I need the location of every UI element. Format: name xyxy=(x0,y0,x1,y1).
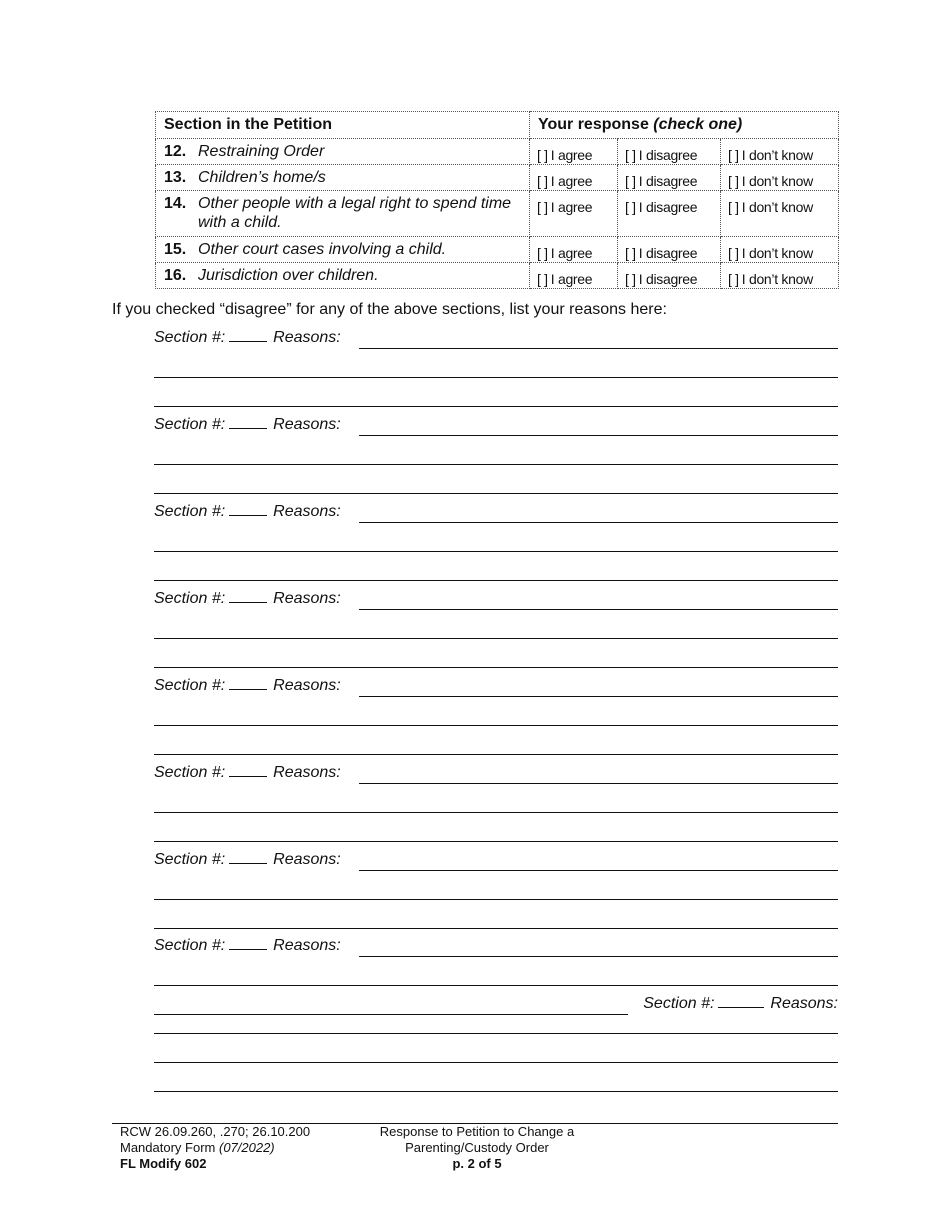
write-line[interactable] xyxy=(154,638,838,639)
agree-checkbox[interactable]: [ ] I agree xyxy=(530,237,618,263)
write-line[interactable] xyxy=(154,580,838,581)
footer-left: RCW 26.09.260, .270; 26.10.200 Mandatory Form (07/2022) FL Modify 602 xyxy=(120,1124,311,1171)
reasons-input-line[interactable] xyxy=(359,435,838,436)
section-reasons-row: Section #: Reasons: xyxy=(154,329,341,346)
disagree-checkbox[interactable]: [ ] I disagree xyxy=(618,165,721,191)
section-reasons-row: Section #: Reasons: xyxy=(154,937,341,954)
section-number-blank[interactable] xyxy=(229,428,267,429)
section-number-blank[interactable] xyxy=(229,776,267,777)
write-line[interactable] xyxy=(154,1091,838,1092)
write-line[interactable] xyxy=(154,754,838,755)
instruction-text: If you checked “disagree” for any of the above sections, list your reasons here: xyxy=(112,301,667,318)
table-row: 15. Other court cases involving a child. [ ] I agree [ ] I disagree [ ] I don’t know xyxy=(156,237,839,263)
table-row: 12. Restraining Order [ ] I agree [ ] I disagree [ ] I don’t know xyxy=(156,139,839,165)
page-number: p. 2 of 5 xyxy=(452,1156,502,1171)
header-section: Section in the Petition xyxy=(156,112,530,139)
agree-checkbox[interactable]: [ ] I agree xyxy=(530,191,618,237)
write-line[interactable] xyxy=(154,812,838,813)
header-response: Your response (check one) xyxy=(530,112,839,139)
disagree-checkbox[interactable]: [ ] I disagree xyxy=(618,139,721,165)
reasons-input-line[interactable] xyxy=(359,870,838,871)
section-reasons-row: Section #: Reasons: xyxy=(154,764,341,781)
write-line[interactable] xyxy=(154,377,838,378)
response-table xyxy=(155,111,839,289)
dont-know-checkbox[interactable]: [ ] I don’t know xyxy=(721,191,839,237)
section-number-blank[interactable] xyxy=(229,949,267,950)
section-reasons-row: Section #: Reasons: xyxy=(154,590,341,607)
disagree-checkbox[interactable]: [ ] I disagree xyxy=(618,191,721,237)
section-reasons-row: Section #: Reasons: xyxy=(154,851,341,868)
dont-know-checkbox[interactable]: [ ] I don’t know xyxy=(721,165,839,191)
section-number-blank[interactable] xyxy=(718,1007,764,1008)
dont-know-checkbox[interactable]: [ ] I don’t know xyxy=(721,139,839,165)
write-line[interactable] xyxy=(154,551,838,552)
write-line[interactable] xyxy=(154,406,838,407)
write-line[interactable] xyxy=(154,841,838,842)
agree-checkbox[interactable]: [ ] I agree xyxy=(530,263,618,289)
reasons-input-line[interactable] xyxy=(359,956,838,957)
table-row: 16. Jurisdiction over children. [ ] I agree [ ] I disagree [ ] I don’t know xyxy=(156,263,839,289)
write-line[interactable] xyxy=(154,1062,838,1063)
write-line[interactable] xyxy=(154,985,838,986)
write-line[interactable] xyxy=(154,667,838,668)
write-line[interactable] xyxy=(154,928,838,929)
write-line[interactable] xyxy=(154,493,838,494)
table-row: 14. Other people with a legal right to spend time with a child. [ ] I agree [ ] I disagree [ ] I don’t know xyxy=(156,191,839,237)
agree-checkbox[interactable]: [ ] I agree xyxy=(530,165,618,191)
reasons-input-line[interactable] xyxy=(359,609,838,610)
reasons-input-line[interactable] xyxy=(359,783,838,784)
disagree-checkbox[interactable]: [ ] I disagree xyxy=(618,263,721,289)
table-row: 13. Children’s home/s [ ] I agree [ ] I disagree [ ] I don’t know xyxy=(156,165,839,191)
section-number-blank[interactable] xyxy=(229,689,267,690)
section-number-blank[interactable] xyxy=(229,341,267,342)
write-line[interactable] xyxy=(154,899,838,900)
reasons-input-line[interactable] xyxy=(359,696,838,697)
dont-know-checkbox[interactable]: [ ] I don’t know xyxy=(721,263,839,289)
write-line[interactable] xyxy=(154,464,838,465)
section-reasons-row: Section #: Reasons: xyxy=(154,503,341,520)
reasons-input-line[interactable] xyxy=(359,522,838,523)
section-number-blank[interactable] xyxy=(229,602,267,603)
section-reasons-row: Section #: Reasons: xyxy=(154,677,341,694)
section-number-blank[interactable] xyxy=(229,863,267,864)
write-line[interactable] xyxy=(154,1014,628,1015)
write-line[interactable] xyxy=(154,1033,838,1034)
section-reasons-row: Section #: Reasons: xyxy=(154,416,341,433)
section-number-blank[interactable] xyxy=(229,515,267,516)
disagree-checkbox[interactable]: [ ] I disagree xyxy=(618,237,721,263)
section-reasons-row: Section #: Reasons: xyxy=(643,995,838,1012)
agree-checkbox[interactable]: [ ] I agree xyxy=(530,139,618,165)
form-id: FL Modify 602 xyxy=(120,1156,207,1171)
reasons-input-line[interactable] xyxy=(359,348,838,349)
dont-know-checkbox[interactable]: [ ] I don’t know xyxy=(721,237,839,263)
write-line[interactable] xyxy=(154,725,838,726)
footer-center: Response to Petition to Change a Parenting/Custody Order p. 2 of 5 xyxy=(372,1124,582,1172)
